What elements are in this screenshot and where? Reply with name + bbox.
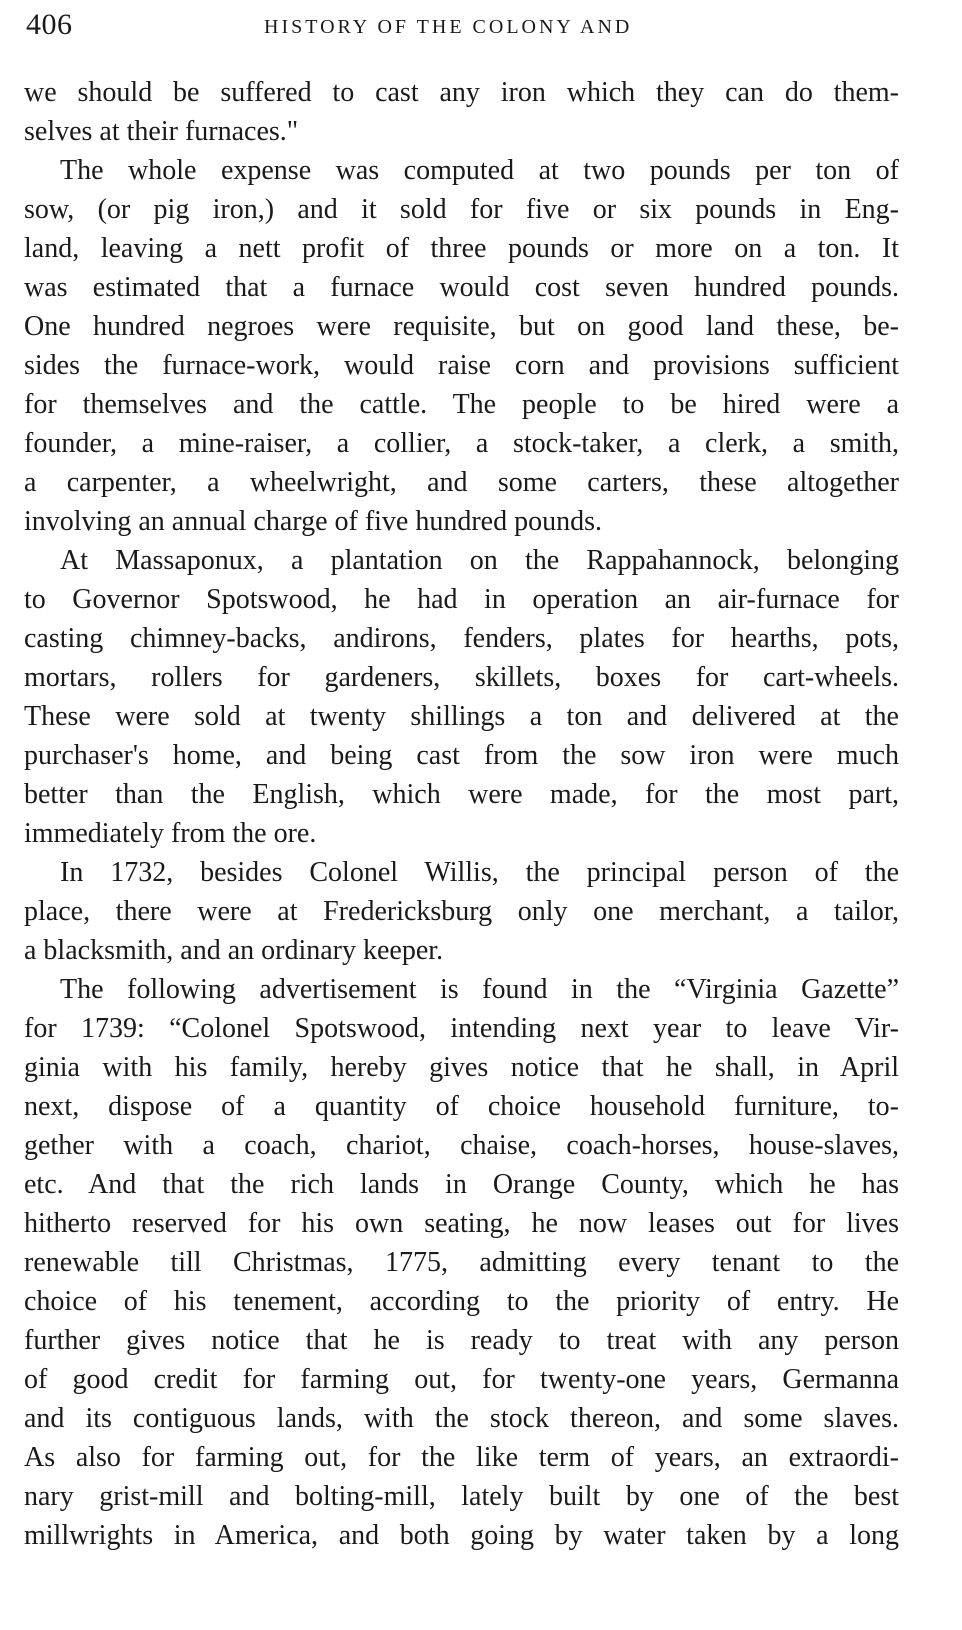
- text-line: founder, a mine-raiser, a collier, a stock-taker, a clerk, a smith,: [24, 428, 899, 459]
- text-line: At Massaponux, a plantation on the Rappahannock, belonging: [60, 545, 899, 576]
- text-line: of good credit for farming out, for twenty-one years, Germanna: [24, 1364, 899, 1395]
- text-line: choice of his tenement, according to the priority of entry. He: [24, 1286, 899, 1317]
- text-line: In 1732, besides Colonel Willis, the principal person of the: [60, 857, 899, 888]
- text-line: better than the English, which were made, for the most part,: [24, 779, 899, 810]
- text-line: gether with a coach, chariot, chaise, coach-horses, house-slaves,: [24, 1130, 899, 1161]
- text-line: sides the furnace-work, would raise corn and provisions sufficient: [24, 350, 899, 381]
- text-line: ginia with his family, hereby gives notice that he shall, in April: [24, 1052, 899, 1083]
- text-line: immediately from the ore.: [24, 818, 317, 849]
- text-line: was estimated that a furnace would cost seven hundred pounds.: [24, 272, 899, 303]
- paragraph: [24, 541, 899, 853]
- text-line: The following advertisement is found in the “Virginia Gazette”: [60, 974, 899, 1005]
- text-line: for themselves and the cattle. The people to be hired were a: [24, 389, 899, 420]
- paragraph: [24, 853, 899, 970]
- text-line: etc. And that the rich lands in Orange County, which he has: [24, 1169, 899, 1200]
- text-line: next, dispose of a quantity of choice household furniture, to-: [24, 1091, 899, 1122]
- text-line: hitherto reserved for his own seating, he now leases out for lives: [24, 1208, 899, 1239]
- paragraph: [24, 970, 899, 1555]
- page-number: 406: [26, 8, 73, 41]
- text-line: nary grist-mill and bolting-mill, lately built by one of the best: [24, 1481, 899, 1512]
- text-line: The whole expense was computed at two pounds per ton of: [60, 155, 899, 186]
- text-line: selves at their furnaces.": [24, 116, 299, 147]
- text-line: involving an annual charge of five hundred pounds.: [24, 506, 603, 537]
- body-text: [24, 73, 899, 1555]
- text-line: a carpenter, a wheelwright, and some carters, these altogether: [24, 467, 899, 498]
- text-line: land, leaving a nett profit of three pounds or more on a ton. It: [24, 233, 899, 264]
- text-line: sow, (or pig iron,) and it sold for five or six pounds in Eng-: [24, 194, 899, 225]
- text-line: to Governor Spotswood, he had in operation an air-furnace for: [24, 584, 899, 615]
- text-line: One hundred negroes were requisite, but on good land these, be-: [24, 311, 899, 342]
- text-line: casting chimney-backs, andirons, fenders, plates for hearths, pots,: [24, 623, 899, 654]
- text-line: millwrights in America, and both going by water taken by a long: [24, 1520, 899, 1551]
- text-line: a blacksmith, and an ordinary keeper.: [24, 935, 444, 966]
- text-line: we should be suffered to cast any iron which they can do them-: [24, 77, 899, 108]
- text-line: These were sold at twenty shillings a ton and delivered at the: [24, 701, 899, 732]
- text-line: and its contiguous lands, with the stock thereon, and some slaves.: [24, 1403, 899, 1434]
- text-line: purchaser's home, and being cast from the sow iron were much: [24, 740, 899, 771]
- running-head: [24, 0, 899, 54]
- text-line: As also for farming out, for the like term of years, an extraordi-: [24, 1442, 899, 1473]
- text-line: mortars, rollers for gardeners, skillets, boxes for cart-wheels.: [24, 662, 899, 693]
- text-line: further gives notice that he is ready to treat with any person: [24, 1325, 899, 1356]
- paragraph: [24, 151, 899, 541]
- text-line: place, there were at Fredericksburg only one merchant, a tailor,: [24, 896, 899, 927]
- book-page: [24, 0, 899, 1551]
- text-line: renewable till Christmas, 1775, admitting every tenant to the: [24, 1247, 899, 1278]
- paragraph: [24, 73, 899, 151]
- text-line: for 1739: “Colonel Spotswood, intending next year to leave Vir-: [24, 1013, 899, 1044]
- running-title: HISTORY OF THE COLONY AND: [264, 16, 633, 38]
